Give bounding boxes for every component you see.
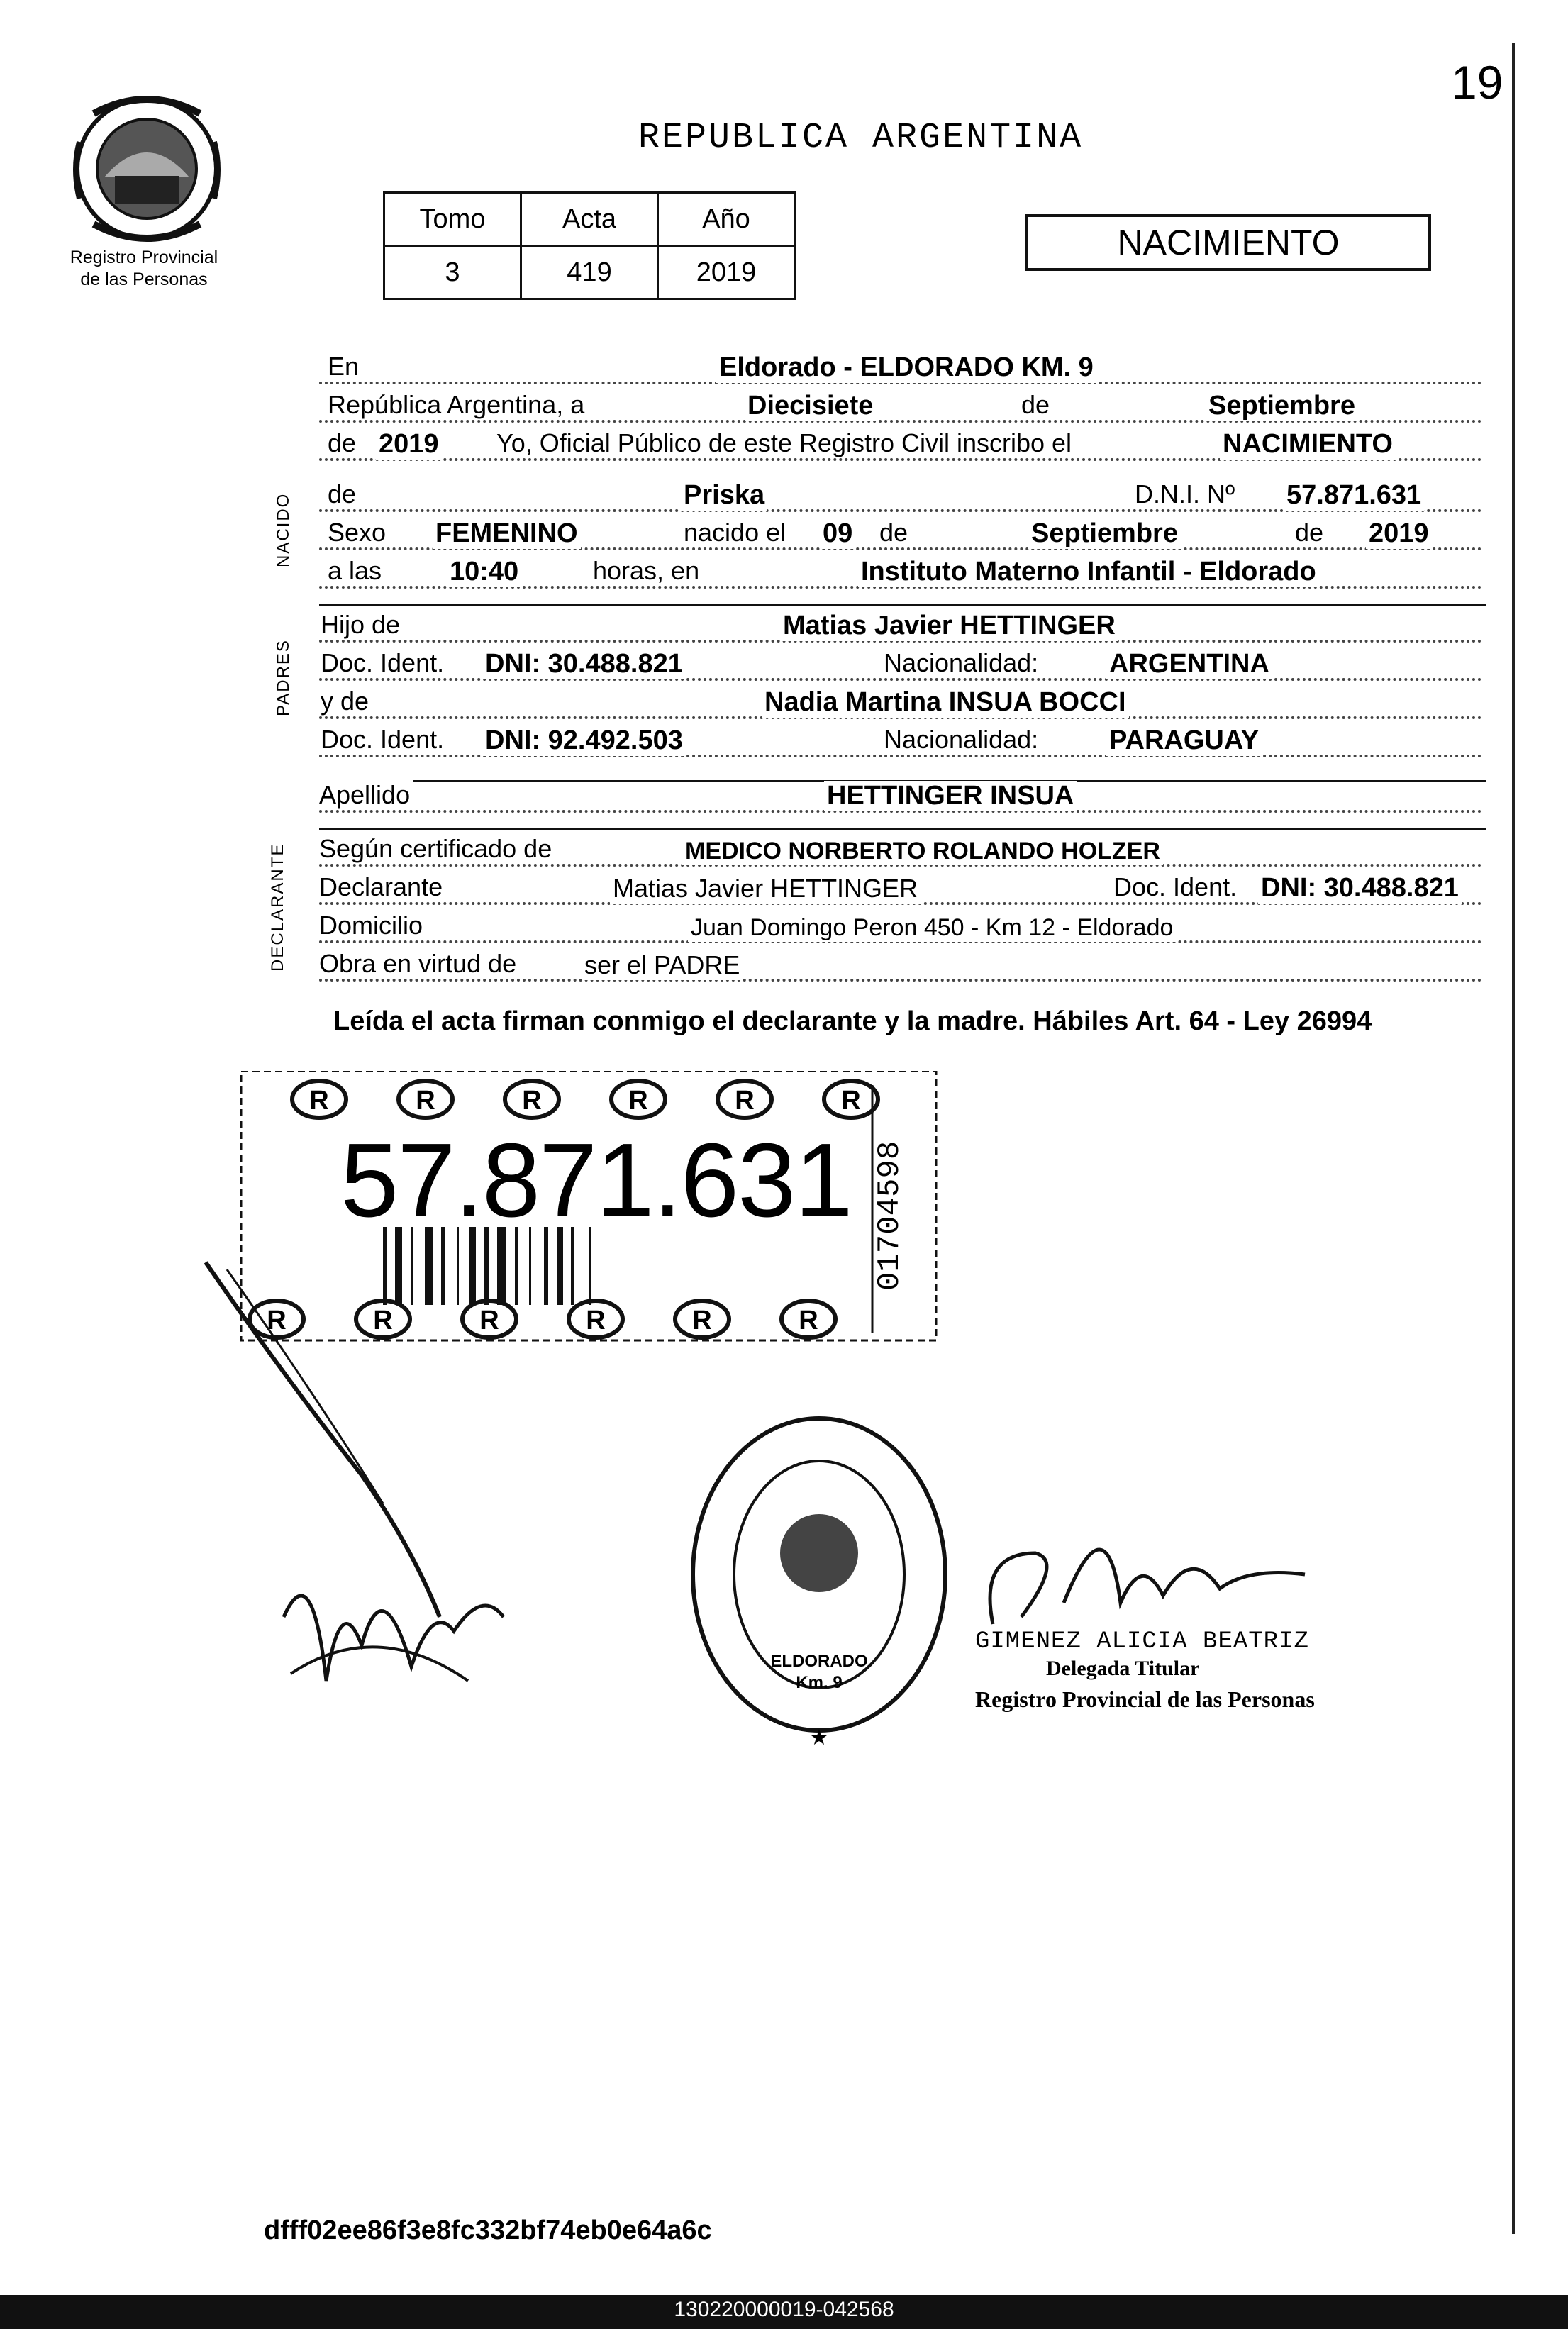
line-certificate bbox=[319, 828, 1482, 872]
surname-label: Apellido bbox=[319, 780, 413, 810]
ref-value-acta: 419 bbox=[521, 246, 658, 299]
line-mother-doc bbox=[319, 719, 1482, 763]
line-mother bbox=[319, 681, 1482, 725]
birth-place-value: Instituto Materno Infantil - Eldorado bbox=[858, 557, 1319, 587]
line-surname bbox=[319, 774, 1482, 818]
record-type-box: NACIMIENTO bbox=[1025, 214, 1431, 271]
sticker-logo-letter: R bbox=[735, 1086, 755, 1116]
mother-doc-value: DNI: 92.492.503 bbox=[482, 726, 686, 756]
sticker-number: 57.871.631 bbox=[340, 1122, 852, 1239]
en-label: En bbox=[328, 352, 362, 382]
certificate-label: Según certificado de bbox=[319, 834, 555, 864]
sticker-logo-letter: R bbox=[522, 1086, 542, 1116]
dni-label: D.N.I. Nº bbox=[1135, 479, 1238, 509]
de-label: de bbox=[1295, 518, 1326, 547]
doc-label: Doc. Ident. bbox=[321, 725, 447, 755]
mother-nationality-value: PARAGUAY bbox=[1106, 726, 1262, 756]
line-place bbox=[319, 346, 1482, 390]
month-value: Septiembre bbox=[1206, 391, 1358, 421]
father-nationality-value: ARGENTINA bbox=[1106, 649, 1272, 679]
line-date bbox=[319, 384, 1482, 428]
declarant-label: Declarante bbox=[319, 872, 445, 902]
registrar-signature bbox=[979, 1511, 1319, 1631]
sticker-logo-letter: R bbox=[799, 1306, 818, 1335]
address-value: Juan Domingo Peron 450 - Km 12 - Eldorado bbox=[688, 914, 1176, 942]
line-work bbox=[319, 943, 1482, 987]
event-value: NACIMIENTO bbox=[1220, 429, 1396, 460]
born-label: nacido el bbox=[684, 518, 789, 547]
sticker-serial: 01704598 bbox=[872, 1140, 908, 1291]
sticker-logo-letter: R bbox=[479, 1306, 499, 1335]
ref-header-acta: Acta bbox=[521, 193, 658, 246]
line-time-place bbox=[319, 550, 1482, 594]
official-seal bbox=[681, 1411, 957, 1752]
sex-value: FEMENINO bbox=[433, 518, 581, 549]
registrar-role: Delegada Titular bbox=[1046, 1657, 1200, 1680]
ref-value-tomo: 3 bbox=[384, 246, 521, 299]
address-label: Domicilio bbox=[319, 911, 426, 940]
document-hash: dfff02ee86f3e8fc332bf74eb0e64a6c bbox=[264, 2216, 712, 2245]
hours-label: horas, en bbox=[593, 556, 702, 586]
side-label-born: NACIDO bbox=[274, 492, 293, 567]
seal-city: ELDORADO bbox=[770, 1652, 868, 1671]
sticker-logo-letter: R bbox=[309, 1086, 329, 1116]
surname-value: HETTINGER INSUA bbox=[824, 781, 1077, 811]
sticker-logo-letter: R bbox=[692, 1306, 712, 1335]
line-sex-birthdate bbox=[319, 512, 1482, 556]
line-declarant bbox=[319, 867, 1482, 911]
place-value: Eldorado - ELDORADO KM. 9 bbox=[716, 352, 1096, 383]
sticker-logo-letter: R bbox=[628, 1086, 648, 1116]
nationality-label: Nacionalidad: bbox=[884, 725, 1041, 755]
time-label: a las bbox=[328, 556, 384, 586]
province-crest-logo bbox=[65, 85, 228, 248]
reference-table bbox=[383, 191, 796, 300]
closing-statement: Leída el acta firman conmigo el declarante y la madre. Hábiles Art. 64 - Ley 26994 bbox=[333, 1006, 1372, 1036]
certificate-value: MEDICO NORBERTO ROLANDO HOLZER bbox=[682, 838, 1163, 865]
page-number: 19 bbox=[1451, 56, 1503, 109]
doc-label: Doc. Ident. bbox=[321, 648, 447, 678]
ref-header-tomo: Tomo bbox=[384, 193, 521, 246]
dni-value: 57.871.631 bbox=[1284, 480, 1424, 511]
work-value: ser el PADRE bbox=[582, 950, 743, 980]
declarant-value: Matias Javier HETTINGER bbox=[610, 874, 921, 904]
sticker-logo-letter: R bbox=[586, 1306, 606, 1335]
ref-header-ano: Año bbox=[658, 193, 795, 246]
line-father-doc bbox=[319, 643, 1482, 687]
ref-value-ano: 2019 bbox=[658, 246, 795, 299]
margin-rule bbox=[1512, 43, 1515, 2234]
seal-star-icon: ★ bbox=[809, 1726, 829, 1750]
line-father bbox=[319, 604, 1482, 648]
declarant-doc-value: DNI: 30.488.821 bbox=[1258, 873, 1462, 904]
declarant-signature bbox=[199, 1248, 539, 1745]
father-value: Matias Javier HETTINGER bbox=[780, 611, 1118, 641]
and-label: y de bbox=[321, 687, 372, 716]
birth-month-value: Septiembre bbox=[1028, 518, 1181, 549]
line-name bbox=[319, 474, 1482, 518]
father-doc-value: DNI: 30.488.821 bbox=[482, 649, 686, 679]
sticker-logo-letter: R bbox=[373, 1306, 393, 1335]
de-label: de bbox=[1021, 390, 1052, 420]
de-label: de bbox=[328, 428, 359, 458]
sticker-logo-letter: R bbox=[841, 1086, 861, 1116]
side-label-declarant: DECLARANTE bbox=[268, 843, 287, 972]
registrar-name: GIMENEZ ALICIA BEATRIZ bbox=[975, 1628, 1309, 1655]
officer-text: Yo, Oficial Público de este Registro Civil inscribo el bbox=[496, 428, 1074, 458]
de-label: de bbox=[328, 479, 359, 509]
son-of-label: Hijo de bbox=[321, 610, 403, 640]
sticker-logo-letter: R bbox=[416, 1086, 435, 1116]
birth-day-value: 09 bbox=[820, 518, 855, 549]
sticker-logo-letter: R bbox=[267, 1306, 287, 1335]
seal-km: Km. 9 bbox=[796, 1673, 843, 1692]
year-value: 2019 bbox=[376, 429, 442, 460]
side-label-parents: PADRES bbox=[274, 639, 293, 716]
sex-label: Sexo bbox=[328, 518, 389, 547]
crest-caption-line-2: de las Personas bbox=[80, 269, 208, 289]
dotted-leader bbox=[319, 979, 1482, 982]
crest-caption bbox=[41, 247, 247, 291]
line-address bbox=[319, 905, 1482, 949]
mother-value: Nadia Martina INSUA BOCCI bbox=[762, 687, 1129, 718]
birth-year-value: 2019 bbox=[1366, 518, 1432, 549]
name-value: Priska bbox=[681, 480, 767, 511]
line-year-officer bbox=[319, 423, 1482, 467]
doc-label: Doc. Ident. bbox=[1113, 872, 1240, 902]
work-label: Obra en virtud de bbox=[319, 949, 519, 979]
registrar-organization: Registro Provincial de las Personas bbox=[975, 1686, 1315, 1712]
day-words-value: Diecisiete bbox=[745, 391, 876, 421]
nationality-label: Nacionalidad: bbox=[884, 648, 1041, 678]
republic-label: República Argentina, a bbox=[328, 390, 587, 420]
footer-code: 130220000019-042568 bbox=[674, 2298, 894, 2321]
crest-caption-line-1: Registro Provincial bbox=[69, 248, 218, 267]
time-value: 10:40 bbox=[447, 557, 521, 587]
de-label: de bbox=[879, 518, 911, 547]
country-title: REPUBLICA ARGENTINA bbox=[638, 118, 1084, 158]
